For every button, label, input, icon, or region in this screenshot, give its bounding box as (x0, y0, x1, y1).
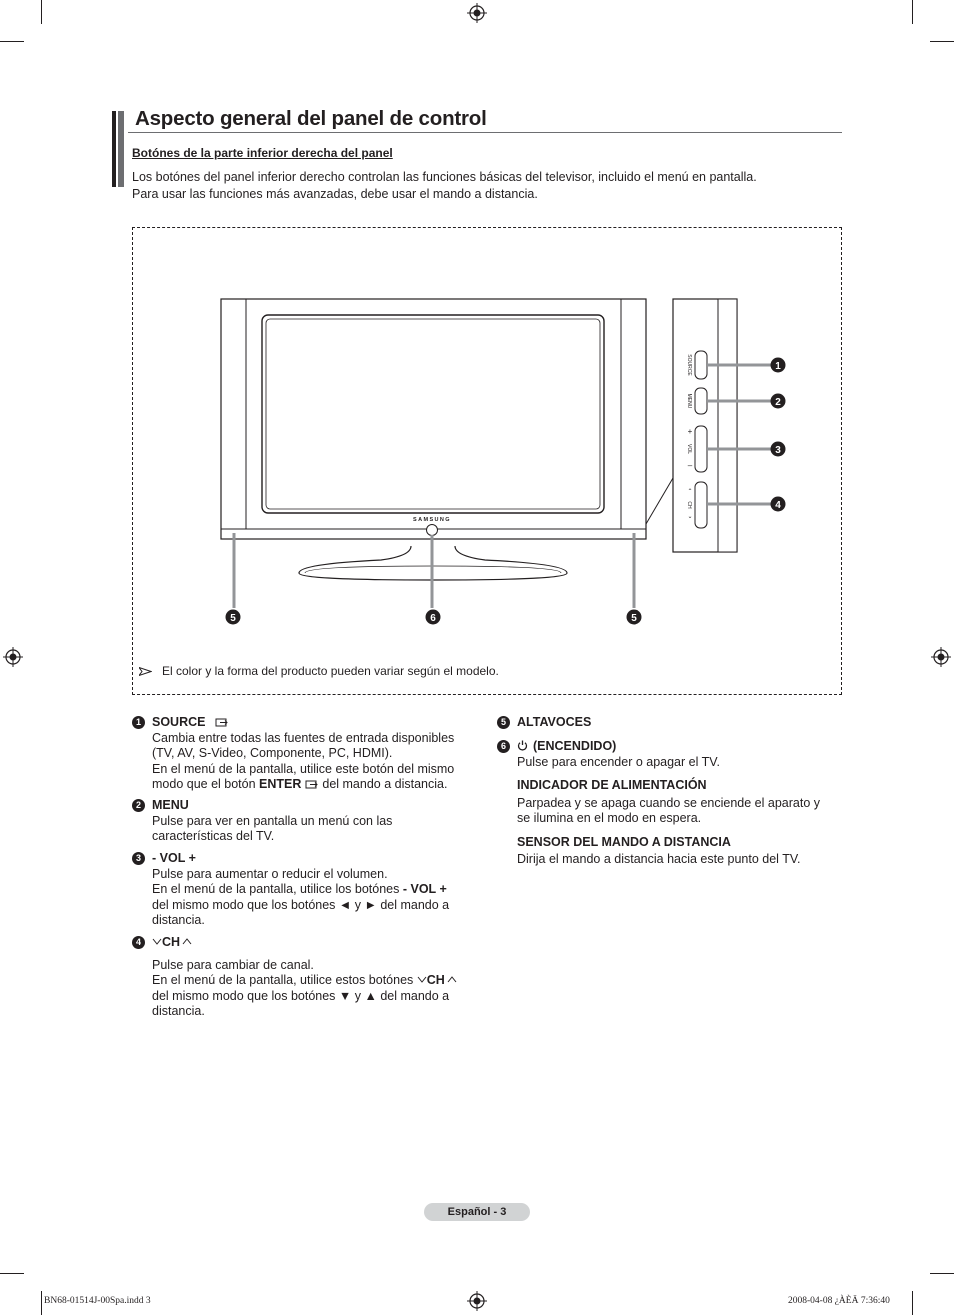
title-accent-bar (112, 111, 124, 187)
chevron-up-icon (182, 938, 192, 945)
item-number: 2 (132, 799, 145, 812)
item-number: 4 (132, 936, 145, 949)
item-title: CH (162, 935, 181, 949)
callout-6 (426, 610, 441, 625)
item-number: 5 (497, 716, 510, 729)
item-text: del mando a distancia. (318, 777, 448, 791)
chevron-up-icon (447, 976, 457, 983)
svg-text:⌄: ⌄ (687, 514, 693, 520)
item-text: Pulse para encender o apagar el TV. (517, 754, 720, 769)
svg-text:3: 3 (775, 445, 781, 456)
callout-4 (771, 497, 786, 512)
item-text: Dirija el mando a distancia hacia este punto del TV. (517, 852, 801, 866)
panel-label-menu: MENU (686, 393, 692, 409)
item-subtitle: SENSOR DEL MANDO A DISTANCIA (517, 834, 731, 849)
panel-label-vol: VOL (686, 443, 692, 455)
registration-mark-icon (3, 647, 23, 667)
item-title: - VOL + (152, 851, 196, 865)
item-title: ALTAVOCES (517, 715, 592, 729)
item-text: del mismo modo que los botónes ◄ y ► del mando a (152, 897, 450, 912)
note-text: El color y la forma del producto pueden variar según el modelo. (162, 664, 499, 678)
item-text: En el menú de la pantalla, utilice estos botónes (152, 973, 417, 987)
crop-mark (0, 41, 24, 42)
panel-label-ch: CH (686, 501, 692, 509)
intro-text (132, 169, 832, 203)
item-text: Parpadea y se apaga cuando se enciende el aparato y (517, 795, 821, 810)
item-title: SOURCE (152, 715, 206, 729)
item-title: MENU (152, 798, 189, 812)
file-slug: BN68-01514J-00Spa.indd 3 (44, 1296, 151, 1306)
crop-mark (912, 1291, 913, 1315)
chevron-down-icon (417, 976, 427, 983)
crop-mark (930, 41, 954, 42)
control-panel-figure (132, 227, 842, 695)
svg-text:⌃: ⌃ (687, 489, 693, 495)
item-text-bold: - VOL + (402, 882, 447, 896)
crop-mark (41, 1291, 42, 1315)
crop-mark (0, 1273, 24, 1274)
callout-3 (771, 442, 786, 457)
figure-note (139, 664, 499, 678)
page-number: Español - 3 (424, 1203, 530, 1221)
registration-mark-icon (467, 1291, 487, 1311)
item-number: 3 (132, 852, 145, 865)
registration-mark-icon (931, 647, 951, 667)
svg-text:5: 5 (631, 613, 637, 624)
item-text: distancia. (152, 1004, 205, 1018)
callout-2 (771, 394, 786, 409)
callout-5-left (226, 610, 241, 625)
crop-mark (930, 1273, 954, 1274)
svg-text:4: 4 (775, 500, 781, 511)
item-text: Pulse para cambiar de canal. (152, 957, 314, 972)
callout-1 (771, 358, 786, 373)
item-text: Pulse para aumentar o reducir el volumen. (152, 866, 388, 881)
item-number: 6 (497, 740, 510, 753)
page-title: Aspecto general del panel de control (135, 107, 487, 130)
chevron-down-icon (152, 938, 162, 945)
title-rule (128, 132, 842, 133)
item-text: se ilumina en el modo en espera. (517, 811, 702, 825)
item-text: (TV, AV, S-Video, Componente, PC, HDMI). (152, 746, 393, 760)
note-arrow-icon (139, 667, 152, 676)
item-text-bold: ENTER (259, 777, 302, 791)
svg-text:5: 5 (230, 613, 236, 624)
timestamp-slug: 2008-04-08 ¿ÀÈÄ 7:36:40 (788, 1296, 890, 1306)
registration-mark-icon (467, 3, 487, 23)
item-text: En el menú de la pantalla, utilice los botónes (152, 882, 403, 896)
item-subtitle: INDICADOR DE ALIMENTACIÓN (517, 778, 707, 792)
item-text: modo que el botón (152, 777, 260, 791)
item-number: 1 (132, 716, 145, 729)
item-text: del mismo modo que los botónes ▼ y ▲ del mando a (152, 988, 450, 1003)
callout-5-right (627, 610, 642, 625)
tv-illustration (133, 228, 843, 696)
intro-line: Los botónes del panel inferior derecho controlan las funciones básicas del televisor, incluido el menú en pantalla. (132, 170, 757, 184)
enter-icon (215, 717, 229, 727)
enter-icon (305, 779, 319, 789)
svg-text:–: – (687, 461, 693, 470)
brand-logo: SAMSUNG (413, 517, 451, 523)
item-text: En el menú de la pantalla, utilice este botón del mismo (152, 761, 455, 776)
svg-text:6: 6 (430, 613, 436, 624)
panel-label-source: SOURCE (686, 354, 692, 376)
item-text: características del TV. (152, 829, 275, 843)
item-text-bold: CH (426, 973, 445, 987)
item-text: Cambia entre todas las fuentes de entrada disponibles (152, 730, 455, 745)
section-subtitle: Botónes de la parte inferior derecha del panel (132, 146, 393, 160)
svg-text:2: 2 (775, 397, 781, 408)
intro-line: Para usar las funciones más avanzadas, debe usar el mando a distancia. (132, 187, 538, 201)
crop-mark (912, 0, 913, 24)
item-text: Pulse para ver en pantalla un menú con las (152, 813, 393, 828)
item-text: distancia. (152, 913, 205, 927)
svg-text:+: + (687, 427, 693, 436)
power-icon (517, 740, 528, 751)
crop-mark (41, 0, 42, 24)
item-title: (ENCENDIDO) (533, 739, 617, 753)
svg-text:1: 1 (775, 361, 781, 372)
